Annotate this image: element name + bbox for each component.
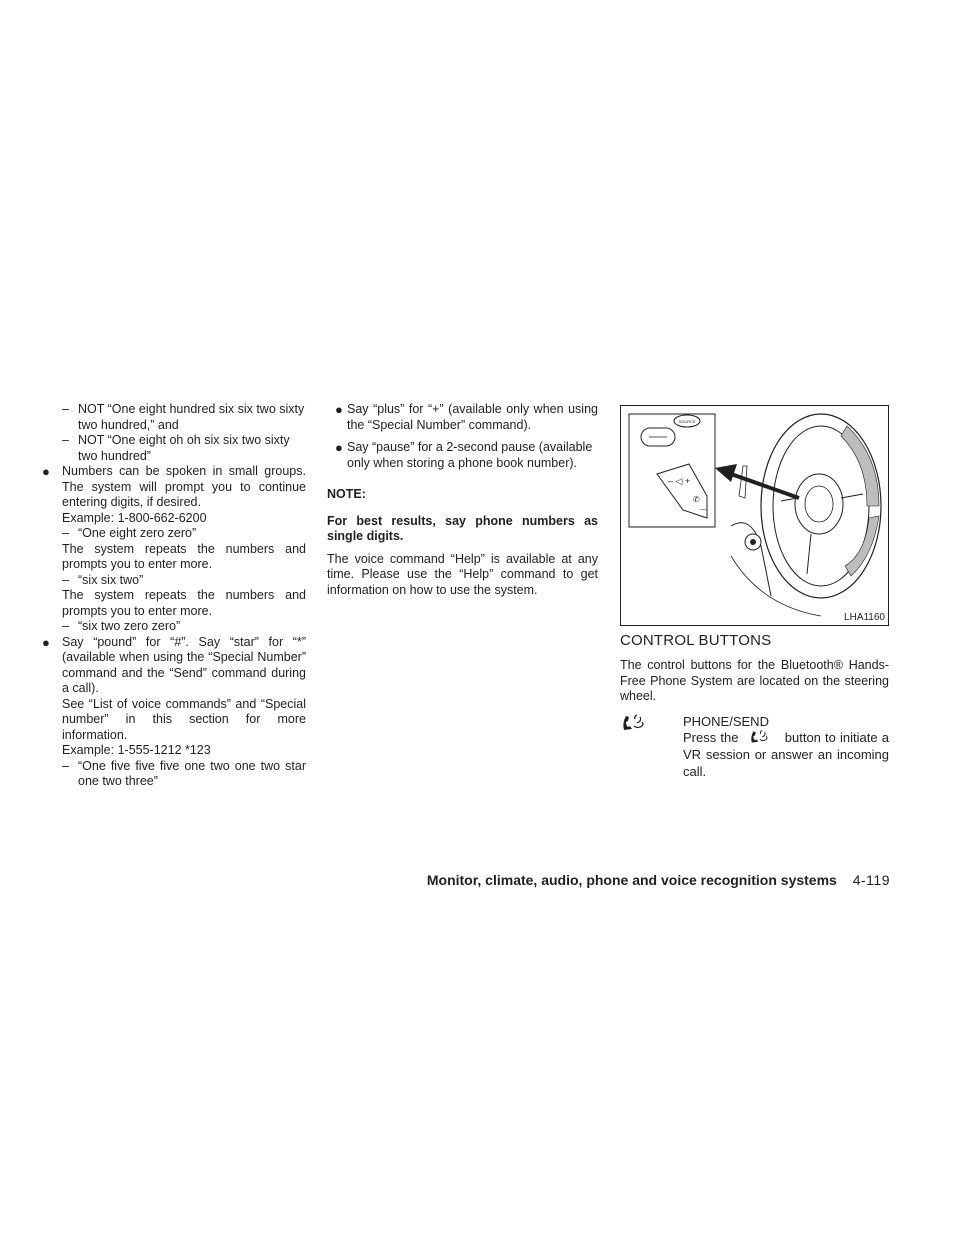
list-item: [42, 573, 306, 589]
footer-title: Monitor, climate, audio, phone and voice recognition systems: [426, 872, 837, 888]
page-number: 4-119: [852, 872, 890, 888]
steering-wheel-figure: [620, 405, 889, 626]
section-title: CONTROL BUTTONS: [620, 632, 772, 649]
phone-send-description: [683, 729, 889, 780]
bullet-mark: ●: [335, 440, 343, 455]
dash-text: “One five five five one two one two star one two three”: [78, 758, 306, 788]
dash-mark: –: [62, 402, 69, 416]
description-before: Press the: [683, 730, 739, 745]
dash-text: “six two zero zero”: [78, 619, 181, 633]
list-item: [42, 635, 306, 697]
page-footer: [300, 871, 890, 889]
list-item: [42, 433, 306, 464]
bullet-mark: ●: [42, 634, 50, 650]
dash-mark: –: [62, 758, 69, 773]
description-after: button to initiate a VR session or answer an incoming call.: [683, 730, 889, 779]
bullet-mark: ●: [42, 464, 50, 479]
example-text: Example: 1-800-662-6200: [62, 510, 207, 525]
dash-text: NOT “One eight oh oh six six two sixty two hundred”: [78, 433, 290, 463]
list-item: [42, 526, 306, 542]
dash-text: “six six two”: [78, 572, 144, 587]
bullet-text: Say “plus” for “+” (available only when using the “Special Number” command).: [347, 402, 598, 432]
dash-text: NOT “One eight hundred six six two sixty two hundred,” and: [78, 402, 305, 432]
svg-text:✆: ✆: [693, 495, 700, 504]
right-column: [620, 658, 889, 733]
phone-send-label: PHONE/SEND: [683, 713, 769, 729]
bullet-text: Say “pound” for “#”. Say “star” for “*” (available when using the “Special Number” command and the “Send” command during a call).: [62, 634, 306, 695]
phone-send-icon: [747, 729, 771, 745]
list-item: [327, 440, 598, 471]
dash-text: “One eight zero zero”: [78, 526, 197, 540]
bullet-text: Numbers can be spoken in small groups. The system will prompt you to continue entering digits, if desired.: [62, 464, 306, 509]
list-item: [42, 619, 306, 635]
body-text: The system repeats the numbers and prompts you to enter more.: [62, 588, 306, 618]
dash-mark: –: [62, 619, 69, 633]
dash-mark: –: [62, 526, 69, 540]
bullet-text: Say “pause” for a 2-second pause (available only when storing a phone book number).: [347, 440, 593, 470]
help-text: The voice command “Help” is available at any time. Please use the “Help” command to get information on how to use the system.: [327, 551, 598, 597]
dash-mark: –: [62, 572, 69, 587]
body-text: The system repeats the numbers and prompts you to enter more.: [62, 541, 306, 571]
note-heading: NOTE:: [327, 487, 366, 501]
list-item: [42, 759, 306, 790]
steering-wheel-illustration: [621, 406, 888, 625]
example-text: Example: 1-555-1212 *123: [62, 743, 211, 757]
list-item: [327, 402, 598, 433]
source-button-label: SOURCE: [678, 419, 696, 424]
note-body: For best results, say phone numbers as single digits.: [327, 513, 598, 543]
list-item: [42, 464, 306, 511]
wheel-hub: [795, 474, 843, 534]
left-column: [42, 402, 306, 790]
phone-send-icon: [620, 713, 646, 733]
list-item: [42, 402, 306, 433]
svg-text:⌒: ⌒: [699, 509, 707, 518]
section-intro: The control buttons for the Bluetooth® Hands-Free Phone System are located on the steering wheel.: [620, 658, 889, 703]
dash-mark: –: [62, 433, 69, 447]
svg-text:– ◁ +: – ◁ +: [668, 476, 691, 486]
middle-column: [327, 402, 598, 598]
figure-label: LHA1160: [844, 612, 885, 623]
body-text: See “List of voice commands” and “Special number” in this section for more information.: [62, 696, 306, 742]
bullet-mark: ●: [335, 402, 343, 417]
